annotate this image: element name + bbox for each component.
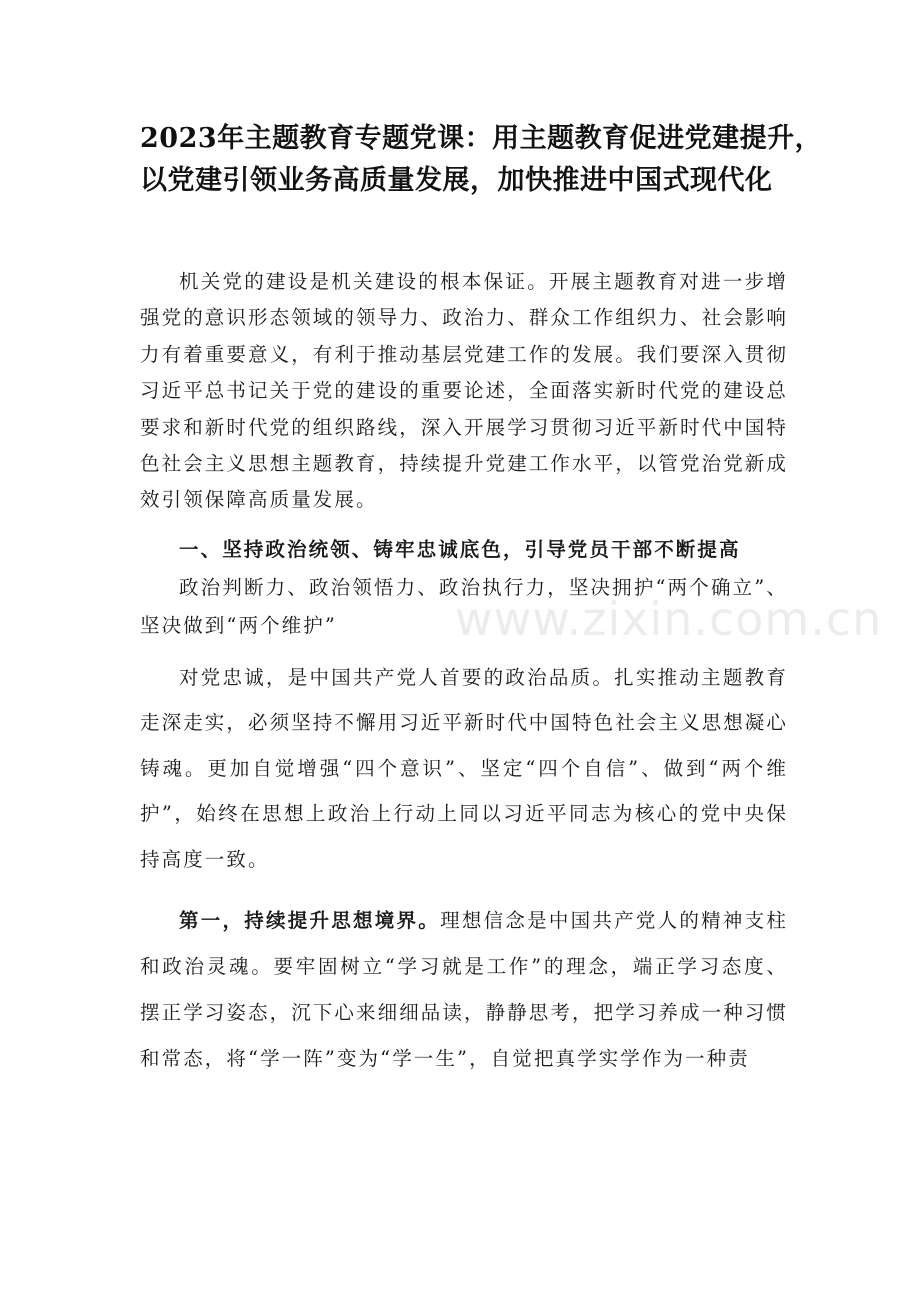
point-1-label: 第一，持续提升思想境界。: [179, 909, 441, 933]
point-1-paragraph: [140, 898, 788, 1082]
title-line-1: 2023年主题教育专题党课：用主题教育促进党建提升，: [140, 123, 823, 154]
document-body: [140, 264, 788, 1082]
section-1-heading: 一、坚持政治统领、铸牢忠诚底色，引导党员干部不断提高: [179, 537, 741, 561]
point-1-text: 理想信念是中国共产党人的精神支柱和政治灵魂。要牢固树立“学习就是工作”的理念，端正学习态度、摆正学习姿态，沉下心来细细品读，静静思考，把学习养成一种习惯和常态，将“学一阵”变为“学一生”，自觉把真学实学作为一种责: [140, 909, 789, 1071]
watermark: www.zixin.com.cn: [455, 592, 883, 646]
document-title: [140, 118, 840, 202]
title-line-2: 以党建引领业务高质量发展，加快推进中国式现代化: [140, 165, 773, 196]
section-1-paragraph: 对党忠诚，是中国共产党人首要的政治品质。扎实推动主题教育走深走实，必须坚持不懈用习近平新时代中国特色社会主义思想凝心铸魂。更加自觉增强“四个意识”、坚定“四个自信”、做到“两个维护”，始终在思想上政治上行动上同以习近平同志为核心的党中央保持高度一致。: [140, 665, 789, 871]
intro-paragraph: 机关党的建设是机关建设的根本保证。开展主题教育对进一步增强党的意识形态领域的领导力、政治力、群众工作组织力、社会影响力有着重要意义，有利于推动基层党建工作的发展。我们要深入贯彻习近平总书记关于党的建设的重要论述，全面落实新时代党的建设总要求和新时代党的组织路线，深入开展学习贯彻习近平新时代中国特色社会主义思想主题教育，持续提升党建工作水平，以管党治党新成效引领保障高质量发展。: [140, 270, 789, 512]
section-1-heading-continued: 政治判断力、政治领悟力、政治执行力，坚决拥护“两个确立”、坚决做到“两个维护”: [140, 575, 788, 637]
